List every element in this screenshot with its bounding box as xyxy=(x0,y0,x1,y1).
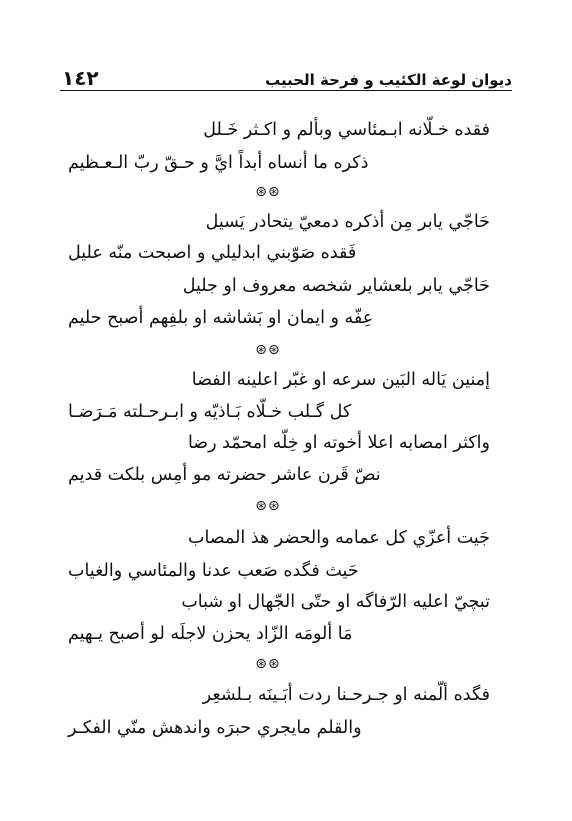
verse-line: مَا ألومَه الزّاد يحزن لاجلَه لو أصبح يـهيم xyxy=(68,624,353,644)
verse-line: إمنين يَاله البَين سرعه او غبّر اعلينه الفضا xyxy=(191,370,490,390)
book-title: ديوان لوعة الكئيب و فرحة الحبيب xyxy=(265,71,512,89)
header-rule xyxy=(60,90,512,91)
verse-line: حَاجّي يابر بلعشاير شخصه معروف او جليل xyxy=(182,276,490,296)
stanza-ornament: ⊛⊛ xyxy=(255,342,281,358)
verse-line: والقلم مايجري حبرَه واندهش منّي الفكـر xyxy=(68,718,362,738)
verse-line: تبچيّ اعليه الرّفاگه او حتّى الجّهال او شباب xyxy=(181,592,490,612)
verse-line: عِفّه و ايمان او بَشاشه او بلفِهم أصبح حليم xyxy=(68,308,374,328)
stanza-ornament: ⊛⊛ xyxy=(255,184,281,200)
verse-line: حَيث فگده صَعب عدنا والمئاسي والغياب xyxy=(68,561,359,581)
page-number: ١٤٢ xyxy=(62,66,99,90)
verse-line: فگده ألّمنه او جـرحـنا ردت أبَـينَه بـلشعِر xyxy=(202,685,490,705)
page-header xyxy=(62,62,512,88)
verse-line: نصّ قَرن عاشر حضرته مو أمِس بلكت قديم xyxy=(68,465,381,485)
verse-line: فَقده صَوّبني ابدليلي و اصبحت منّه عليل xyxy=(68,243,357,263)
verse-line: فقده خـلّانه ابـمئاسي وبألم و اكـثر خَـلل xyxy=(203,120,490,140)
stanza-ornament: ⊛⊛ xyxy=(255,656,281,672)
verse-line: ذكره ما أنساه أبداً ايَّ و حـقّ ربّ الـعـظيم xyxy=(68,153,369,173)
verse-line: كل گـلب خـلّاه بَـاذيّه و ابـرحـلته مَـرَضـا xyxy=(68,402,352,422)
verse-line: جَيت أعزّي كل عمامه والحضر هذ المصاب xyxy=(187,528,490,548)
verse-line: واكثر امصابه اعلا أخوته او خِلّه امحمّد رضا xyxy=(187,433,490,453)
stanza-ornament: ⊛⊛ xyxy=(255,498,281,514)
verse-line: حَاجّي يابر مِن أذكره دمعيّ يتحادر يَسيل xyxy=(205,212,490,232)
